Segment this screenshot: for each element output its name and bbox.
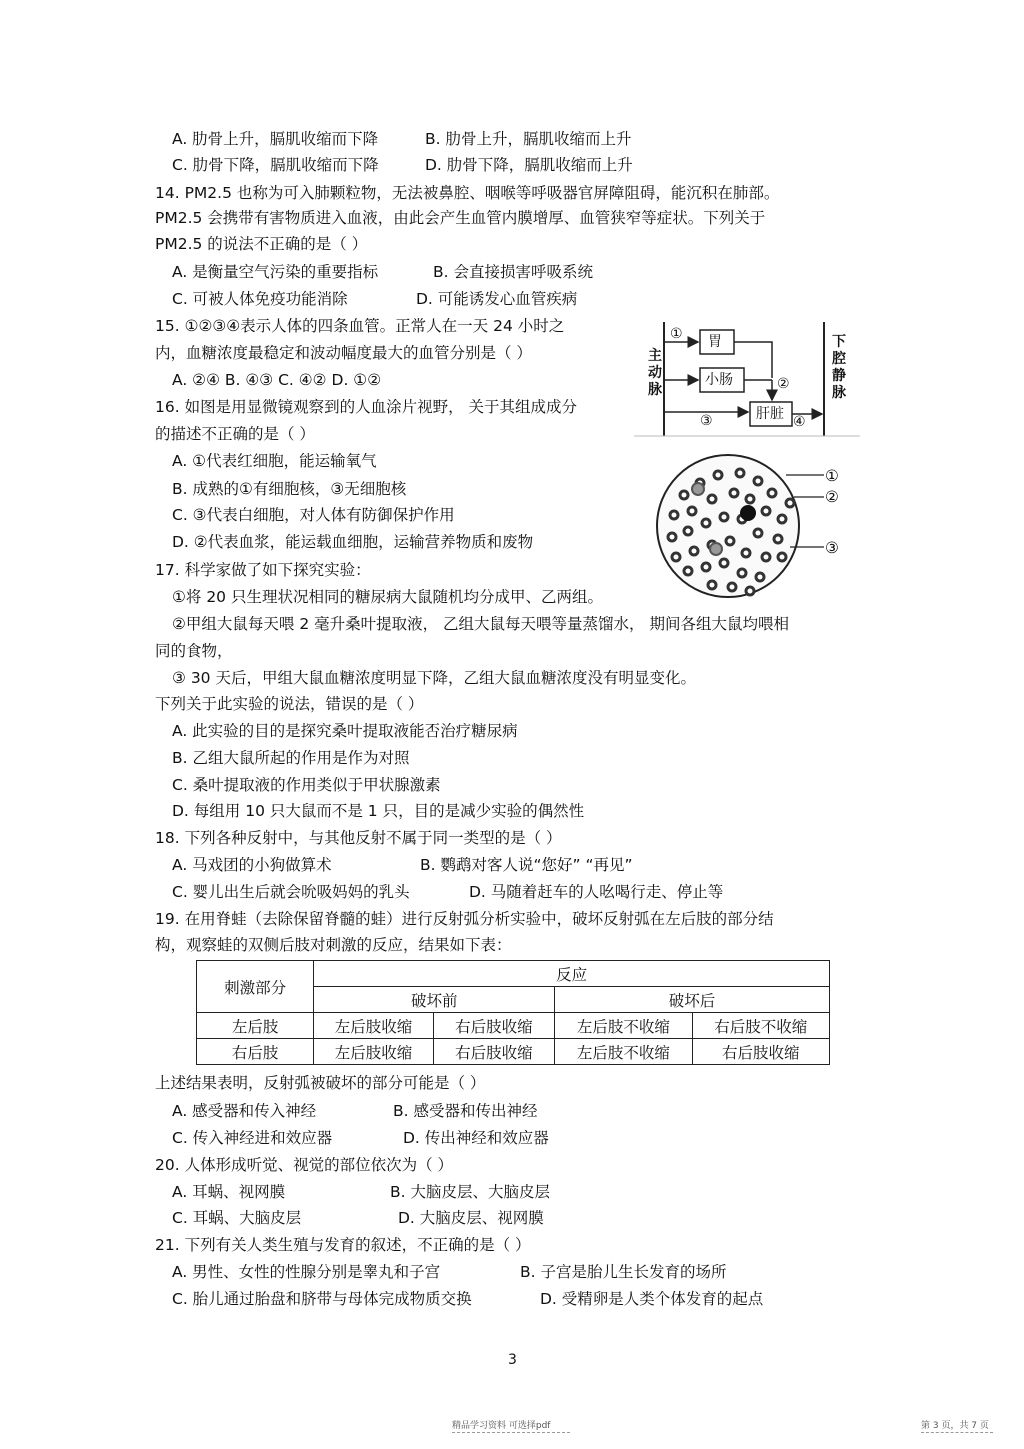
vessel-3-label: ③ [700, 413, 713, 429]
q20-option-c: C. 耳蜗、大脑皮层 [172, 1209, 302, 1227]
q15-options: A. ②④ B. ④③ C. ④② D. ①② [172, 371, 382, 389]
table-cell: 右后肢 [197, 1039, 314, 1065]
q16-option-d: D. ②代表血浆，能运载血细胞，运输营养物质和废物 [172, 533, 534, 551]
q20-option-d: D. 大脑皮层、视网膜 [398, 1209, 544, 1227]
table-cell: 左后肢收缩 [314, 1013, 433, 1039]
aorta-label [648, 348, 664, 399]
q17-option-b: B. 乙组大鼠所起的作用是作为对照 [172, 749, 410, 767]
q17-option-d: D. 每组用 10 只大鼠而不是 1 只，目的是减少实验的偶然性 [172, 802, 585, 820]
q20-option-a: A. 耳蜗、视网膜 [172, 1183, 286, 1201]
q13-option-a: A. 肋骨上升，膈肌收缩而下降 [172, 130, 379, 148]
table-cell: 左后肢收缩 [314, 1039, 433, 1065]
vena-cava-char: 腔 [832, 351, 846, 367]
q18-line1: 18. 下列各种反射中，与其他反射不属于同一类型的是（ ） [155, 829, 562, 847]
table-cell: 左后肢不收缩 [555, 1039, 692, 1065]
footer-page-info: 第 3 页，共 7 页 [921, 1421, 989, 1431]
q16-option-a: A. ①代表红细胞，能运输氧气 [172, 452, 377, 470]
q19-option-b: B. 感受器和传出神经 [393, 1102, 538, 1120]
q17-option-c: C. 桑叶提取液的作用类似于甲状腺激素 [172, 776, 441, 794]
table-cell: 右后肢收缩 [692, 1039, 829, 1065]
q17-step2: ②甲组大鼠每天喂 2 毫升桑叶提取液， 乙组大鼠每天喂等量蒸馏水， 期间各组大鼠均喂相 [172, 615, 789, 633]
vena-cava-char: 静 [832, 368, 846, 384]
header-response: 反应 [314, 961, 830, 987]
q17-question: 下列关于此实验的说法，错误的是（ ） [155, 695, 424, 713]
q14-option-b: B. 会直接损害呼吸系统 [433, 263, 593, 281]
blood-smear-diagram [654, 453, 844, 599]
q16-option-b: B. 成熟的①有细胞核，③无细胞核 [172, 480, 407, 498]
q19-line1: 19. 在用脊蛙（去除保留脊髓的蛙）进行反射弧分析实验中，破坏反射弧在左后肢的部分结 [155, 910, 774, 928]
q18-option-b: B. 鹦鹉对客人说“您好” “再见” [420, 856, 633, 874]
table-row [197, 1039, 830, 1065]
q17-step2-cont: 同的食物， [155, 642, 233, 660]
q16-line2: 的描述不正确的是（ ） [155, 425, 315, 443]
smear-label-1: ① [825, 467, 839, 485]
q21-line1: 21. 下列有关人类生殖与发育的叙述，不正确的是（ ） [155, 1236, 531, 1254]
q15-line1: 15. ①②③④表示人体的四条血管。正常人在一天 24 小时之 [155, 317, 565, 335]
q14-line1: 14. PM2.5 也称为可入肺颗粒物，无法被鼻腔、咽喉等呼吸器官屏障阻碍，能沉积在肺部。 [155, 184, 780, 202]
smear-label-2: ② [825, 488, 839, 506]
q16-line1: 16. 如图是用显微镜观察到的人血涂片视野， 关于其组成成分 [155, 398, 578, 416]
q16-option-c: C. ③代表白细胞，对人体有防御保护作用 [172, 506, 455, 524]
header-before: 破坏前 [314, 987, 555, 1013]
q14-option-d: D. 可能诱发心血管疾病 [416, 290, 578, 308]
q18-option-d: D. 马随着赶车的人吆喝行走、停止等 [469, 883, 724, 901]
table-cell: 右后肢收缩 [433, 1013, 554, 1039]
q18-option-c: C. 婴儿出生后就会吮吸妈妈的乳头 [172, 883, 410, 901]
small-intestine-label: 小肠 [705, 372, 733, 388]
q13-option-c: C. 肋骨下降，膈肌收缩而下降 [172, 156, 379, 174]
aorta-char: 主 [648, 348, 662, 364]
stomach-label: 胃 [708, 334, 722, 350]
q17-step3: ③ 30 天后，甲组大鼠血糖浓度明显下降，乙组大鼠血糖浓度没有明显变化。 [172, 669, 696, 687]
inferior-vena-cava-label [832, 334, 848, 402]
header-stimulus: 刺激部分 [197, 961, 314, 1013]
q21-option-a: A. 男性、女性的性腺分别是睾丸和子宫 [172, 1263, 441, 1281]
q21-option-b: B. 子宫是胎儿生长发育的场所 [520, 1263, 727, 1281]
table-row [197, 1013, 830, 1039]
q19-line2: 构，观察蛙的双侧后肢对刺激的反应，结果如下表： [155, 936, 512, 954]
table-cell: 右后肢不收缩 [692, 1013, 829, 1039]
q18-option-a: A. 马戏团的小狗做算术 [172, 856, 332, 874]
footer-left: 精品学习资料 可选择pdf [452, 1421, 551, 1431]
smear-label-3: ③ [825, 539, 839, 557]
liver-label: 肝脏 [756, 406, 784, 422]
q19-question: 上述结果表明，反射弧被破坏的部分可能是（ ） [155, 1074, 486, 1092]
q15-line2: 内，血糖浓度最稳定和波动幅度最大的血管分别是（ ） [155, 344, 532, 362]
blood-vessel-diagram [634, 318, 860, 440]
header-after: 破坏后 [555, 987, 830, 1013]
q21-option-d: D. 受精卵是人类个体发育的起点 [540, 1290, 764, 1308]
vena-cava-char: 脉 [832, 385, 846, 401]
vessel-1-label: ① [670, 326, 683, 342]
aorta-char: 脉 [648, 382, 662, 398]
q14-option-a: A. 是衡量空气污染的重要指标 [172, 263, 379, 281]
aorta-char: 动 [648, 365, 662, 381]
footer-divider [452, 1432, 570, 1433]
q13-option-d: D. 肋骨下降，膈肌收缩而上升 [425, 156, 633, 174]
q21-option-c: C. 胎儿通过胎盘和脐带与母体完成物质交换 [172, 1290, 472, 1308]
q20-option-b: B. 大脑皮层、大脑皮层 [390, 1183, 550, 1201]
vena-cava-char: 下 [832, 334, 846, 350]
q20-line1: 20. 人体形成听觉、视觉的部位依次为（ ） [155, 1156, 454, 1174]
page-number: 3 [508, 1352, 517, 1368]
q14-option-c: C. 可被人体免疫功能消除 [172, 290, 348, 308]
q17-line1: 17. 科学家做了如下探究实验： [155, 561, 371, 579]
q14-line2: PM2.5 会携带有害物质进入血液，由此会产生血管内膜增厚、血管狭窄等症状。下列关于 [155, 209, 766, 227]
vessel-2-label: ② [777, 376, 790, 392]
q13-option-b: B. 肋骨上升，膈肌收缩而上升 [425, 130, 632, 148]
q19-option-d: D. 传出神经和效应器 [403, 1129, 549, 1147]
q19-option-a: A. 感受器和传入神经 [172, 1102, 317, 1120]
q17-option-a: A. 此实验的目的是探究桑叶提取液能否治疗糖尿病 [172, 722, 518, 740]
q14-line3: PM2.5 的说法不正确的是（ ） [155, 235, 368, 253]
q17-step1: ①将 20 只生理状况相同的糖尿病大鼠随机均分成甲、乙两组。 [172, 588, 603, 606]
footer-divider [921, 1432, 993, 1433]
table-cell: 左后肢不收缩 [555, 1013, 692, 1039]
table-cell: 右后肢收缩 [433, 1039, 554, 1065]
vessel-4-label: ④ [793, 414, 806, 430]
q19-option-c: C. 传入神经进和效应器 [172, 1129, 333, 1147]
results-table [196, 960, 830, 1065]
table-cell: 左后肢 [197, 1013, 314, 1039]
